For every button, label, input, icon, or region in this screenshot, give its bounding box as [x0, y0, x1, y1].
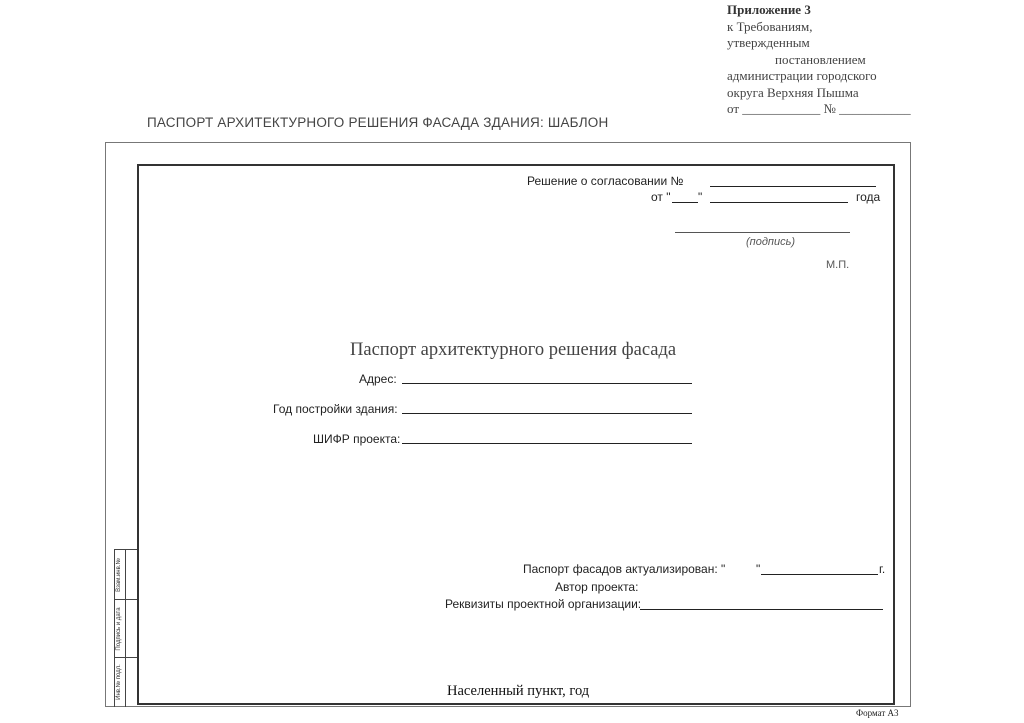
- signature-line: [675, 232, 850, 233]
- decision-label: Решение о согласовании №: [527, 174, 684, 188]
- appendix-title: Приложение 3: [727, 2, 811, 17]
- decision-quote: ": [698, 190, 703, 204]
- project-code-line: [402, 443, 692, 444]
- appendix-line: утвержденным: [727, 35, 810, 50]
- settlement-label: Населенный пункт, год: [447, 683, 590, 699]
- appendix-date-line: от ____________ № ___________: [727, 101, 911, 116]
- updated-suffix: г.: [879, 562, 886, 576]
- side-stamp-divider: [125, 549, 126, 707]
- author-label: Автор проекта:: [555, 580, 639, 594]
- decision-number-line: [710, 186, 876, 187]
- passport-heading: Паспорт архитектурного решения фасада: [350, 340, 677, 360]
- side-stamp-border: [114, 549, 115, 707]
- org-line: [640, 609, 883, 610]
- build-year-line: [402, 413, 692, 414]
- decision-day-line: [672, 202, 698, 203]
- updated-quote: ": [756, 562, 761, 576]
- appendix-block: [727, 2, 927, 118]
- decision-month-line: [710, 202, 848, 203]
- project-code-label: ШИФР проекта:: [313, 432, 401, 446]
- appendix-line: администрации городского: [727, 68, 877, 83]
- appendix-line: округа Верхняя Пышма: [727, 84, 859, 100]
- decision-from-label: от ": [651, 190, 671, 204]
- side-stamp-cell: Инв.№ подл.: [116, 664, 122, 700]
- appendix-line: постановлением: [775, 51, 866, 67]
- org-label: Реквизиты проектной организации:: [445, 597, 642, 611]
- decision-year-label: года: [856, 190, 881, 204]
- stamp-label: М.П.: [826, 259, 850, 271]
- format-label: Формат А3: [856, 708, 899, 718]
- address-label: Адрес:: [359, 372, 397, 386]
- updated-date-line: [761, 574, 878, 575]
- address-line: [402, 383, 692, 384]
- document-title: ПАСПОРТ АРХИТЕКТУРНОГО РЕШЕНИЯ ФАСАДА ЗДАНИЯ: ШАБЛОН: [147, 115, 609, 130]
- side-stamp-cell: Взам.инв.№: [116, 558, 122, 592]
- side-stamp-cell: Подпись и дата: [116, 607, 122, 651]
- signature-caption: (подпись): [746, 236, 796, 248]
- build-year-label: Год постройки здания:: [273, 402, 398, 416]
- appendix-line: к Требованиям,: [727, 18, 813, 34]
- updated-label: Паспорт фасадов актуализирован: ": [523, 562, 726, 576]
